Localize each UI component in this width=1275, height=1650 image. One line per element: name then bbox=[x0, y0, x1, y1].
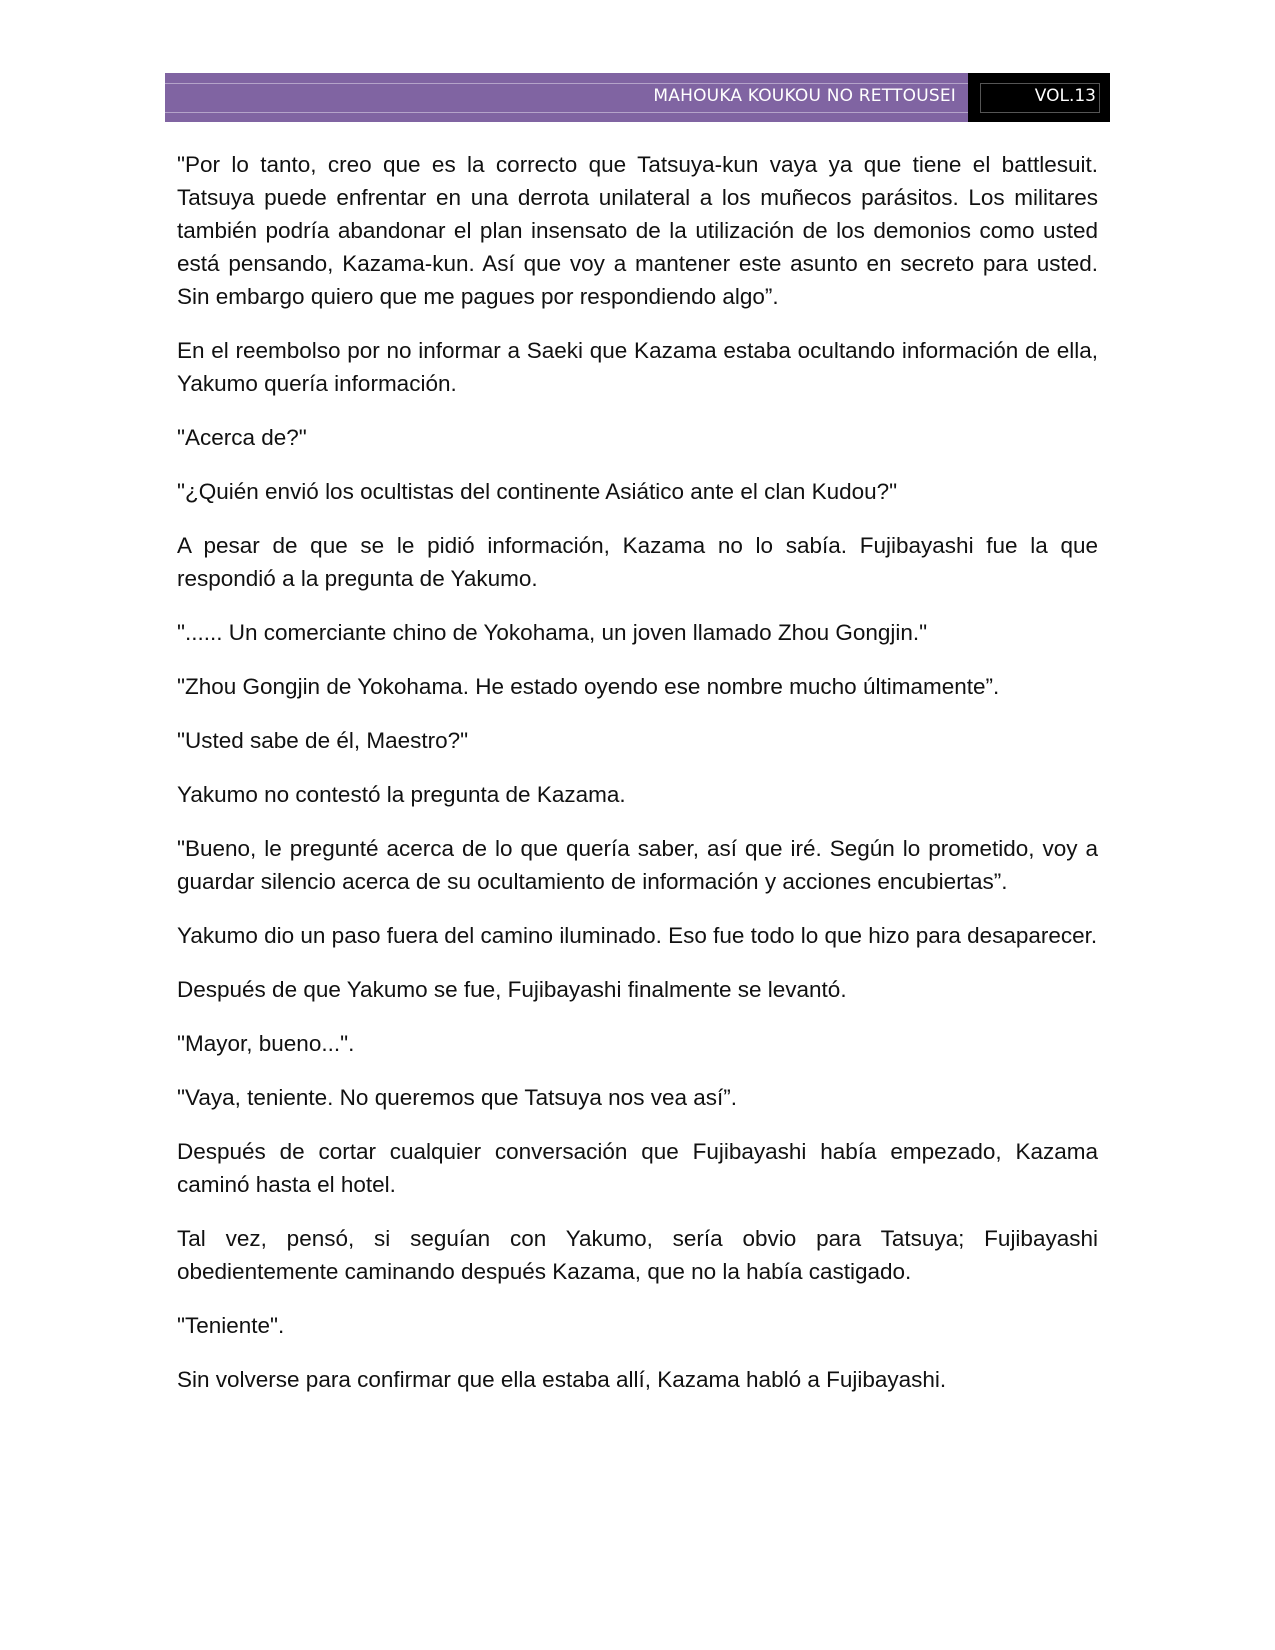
paragraph: "Mayor, bueno...". bbox=[177, 1031, 355, 1056]
paragraph: "Vaya, teniente. No queremos que Tatsuya nos vea así”. bbox=[177, 1085, 737, 1110]
volume-rule-top bbox=[980, 83, 1100, 84]
paragraph: En el reembolso por no informar a Saeki que Kazama estaba ocultando información de ella, Yakumo quería información. bbox=[177, 338, 1098, 396]
volume-rule-left bbox=[980, 83, 981, 112]
paragraph: Sin volverse para confirmar que ella estaba allí, Kazama habló a Fujibayashi. bbox=[177, 1367, 947, 1392]
paragraph: A pesar de que se le pidió información, Kazama no lo sabía. Fujibayashi fue la que respondió a la pregunta de Yakumo. bbox=[177, 533, 1098, 591]
paragraph: Tal vez, pensó, si seguían con Yakumo, sería obvio para Tatsuya; Fujibayashi obedientemente caminando después Kazama, que no la había castigado. bbox=[177, 1226, 1098, 1284]
header-title-band bbox=[165, 73, 968, 122]
paragraph: "Usted sabe de él, Maestro?" bbox=[177, 728, 469, 753]
volume-box bbox=[968, 73, 1110, 122]
header-title: MAHOUKA KOUKOU NO RETTOUSEI bbox=[653, 86, 956, 106]
paragraph: "Acerca de?" bbox=[177, 425, 307, 450]
paragraph: Después de que Yakumo se fue, Fujibayashi finalmente se levantó. bbox=[177, 977, 847, 1002]
header-rule-bottom bbox=[165, 112, 968, 113]
header-rule-top bbox=[165, 83, 968, 84]
volume-rule-right bbox=[1099, 83, 1100, 112]
paragraph: "...... Un comerciante chino de Yokohama, un joven llamado Zhou Gongjin." bbox=[177, 620, 928, 645]
paragraph: "Por lo tanto, creo que es la correcto que Tatsuya-kun vaya ya que tiene el battlesuit. Tatsuya puede enfrentar en una derrota unilateral a los muñecos parásitos. Los militares también podría abandonar el plan insensato de la utilización de los demonios como usted está pensando, Kazama-kun. Así que voy a mantener este asunto en secreto para usted. Sin embargo quiero que me pagues por respondiendo algo”. bbox=[177, 152, 1098, 309]
paragraph: Después de cortar cualquier conversación que Fujibayashi había empezado, Kazama caminó hasta el hotel. bbox=[177, 1139, 1098, 1197]
paragraph: "Teniente". bbox=[177, 1313, 285, 1338]
paragraph: "¿Quién envió los ocultistas del continente Asiático ante el clan Kudou?" bbox=[177, 479, 898, 504]
paragraph: "Bueno, le pregunté acerca de lo que quería saber, así que iré. Según lo prometido, voy a guardar silencio acerca de su ocultamiento de información y acciones encubiertas”. bbox=[177, 836, 1098, 894]
paragraph: "Zhou Gongjin de Yokohama. He estado oyendo ese nombre mucho últimamente”. bbox=[177, 674, 1000, 699]
page-header bbox=[165, 73, 1110, 122]
volume-label: VOL.13 bbox=[1034, 86, 1096, 106]
paragraph: Yakumo no contestó la pregunta de Kazama. bbox=[177, 782, 626, 807]
page-body bbox=[177, 148, 1098, 1417]
paragraph: Yakumo dio un paso fuera del camino iluminado. Eso fue todo lo que hizo para desaparecer. bbox=[177, 923, 1098, 948]
volume-rule-bottom bbox=[980, 112, 1100, 113]
